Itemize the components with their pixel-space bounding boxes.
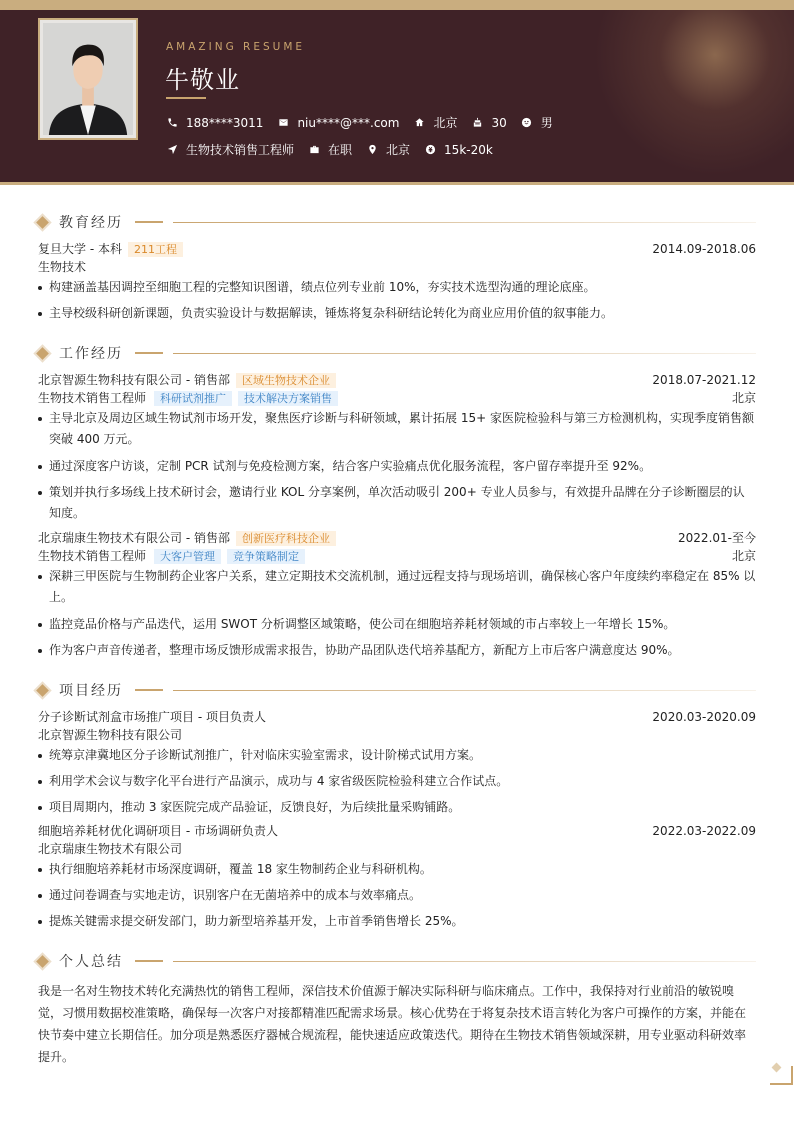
role-tag: 竞争策略制定 [227, 549, 305, 564]
job-bullet: 通过深度客户访谈，定制 PCR 试剂与免疫检测方案，结合客户实验痛点优化服务流程，客户留存率提升至 92%。 [38, 456, 756, 477]
job-bullet: 监控竞品价格与产品迭代，运用 SWOT 分析调整区域策略，使公司在细胞培养耗材领域的市占率较上一年增长 15%。 [38, 614, 756, 635]
summary-section-title [36, 951, 756, 971]
corner-ornament [770, 1063, 794, 1087]
home-icon [413, 117, 425, 129]
school-tag: 211工程 [128, 242, 183, 257]
project-name: 分子诊断试剂盒市场推广项目 - 项目负责人 [38, 710, 266, 724]
location-info [366, 141, 410, 158]
job-role-row [38, 390, 756, 406]
education-bullet: 主导校级科研创新课题，负责实验设计与数据解读，锤炼将复杂科研结论转化为商业应用价值的叙事能力。 [38, 303, 756, 324]
home-text: 北京 [433, 116, 458, 130]
project-header [38, 709, 756, 725]
gender-icon [521, 117, 533, 129]
project-bullet: 统筹京津冀地区分子诊断试剂推广，针对临床实验室需求，设计阶梯式试用方案。 [38, 745, 756, 766]
diamond-icon [36, 347, 49, 360]
email-info [277, 116, 399, 130]
corner-line [791, 1066, 793, 1085]
job-intent-row [166, 141, 507, 158]
job-target-text: 生物技术销售工程师 [186, 143, 295, 157]
project-bullet: 项目周期内，推动 3 家医院完成产品验证，反馈良好，为后续批量采购铺路。 [38, 797, 756, 818]
education-major-row [38, 259, 756, 275]
role-tag: 技术解决方案销售 [238, 391, 338, 406]
job-role: 生物技术销售工程师 [38, 549, 147, 563]
section-heading: 个人总结 [59, 954, 123, 970]
gender-text: 男 [540, 116, 553, 130]
name-underline [166, 97, 206, 99]
section-heading: 项目经历 [59, 683, 123, 699]
job-bullet: 策划并执行多场线上技术研讨会，邀请行业 KOL 分享案例，单次活动吸引 200+ 专业人员参与，有效提升品牌在分子诊断圈层的认知度。 [38, 482, 756, 524]
heading-rule-long [173, 690, 756, 691]
mail-icon [277, 117, 289, 129]
resume-header [0, 10, 794, 185]
diamond-icon [36, 216, 49, 229]
gender-info [521, 114, 553, 131]
education-section-title [36, 212, 756, 232]
age-icon [471, 117, 483, 129]
company-tag: 区域生物技术企业 [236, 373, 336, 388]
phone-text: 188****3011 [186, 115, 264, 130]
heading-rule-long [173, 961, 756, 962]
project-name: 细胞培养耗材优化调研项目 - 市场调研负责人 [38, 824, 278, 838]
job-company: 北京智源生物科技有限公司 - 销售部 [38, 373, 230, 387]
section-heading: 工作经历 [59, 346, 123, 362]
project-org-row [38, 727, 756, 743]
heading-rule-long [173, 353, 756, 354]
job-city: 北京 [731, 391, 756, 405]
resume-kicker: AMAZING RESUME [166, 41, 306, 53]
job-role: 生物技术销售工程师 [38, 391, 147, 405]
phone-info [166, 116, 263, 130]
project-org-row [38, 841, 756, 857]
send-icon [166, 144, 178, 156]
corner-diamond-icon [772, 1063, 782, 1073]
company-tag: 创新医疗科技企业 [236, 531, 336, 546]
heading-rule-short [135, 221, 163, 223]
project-date: 2020.03-2020.09 [652, 710, 756, 724]
home-info [413, 114, 457, 131]
job-date: 2022.01-至今 [678, 531, 756, 545]
project-org: 北京智源生物科技有限公司 [38, 728, 183, 742]
work-section-title [36, 343, 756, 363]
heading-rule-short [135, 689, 163, 691]
project-bullet: 通过问卷调查与实地走访，识别客户在无菌培养中的成本与效率痛点。 [38, 885, 756, 906]
job-bullet: 作为客户声音传递者，整理市场反馈形成需求报告，协助产品团队迭代培养基配方，新配方上市后客户满意度达 90%。 [38, 640, 756, 661]
candidate-name: 牛敬业 [165, 66, 240, 94]
location-icon [366, 144, 378, 156]
role-tag: 科研试剂推广 [154, 391, 232, 406]
corner-line [770, 1083, 792, 1085]
role-tag: 大客户管理 [154, 549, 221, 564]
salary-info [424, 143, 493, 157]
school-degree: 复旦大学 - 本科 [38, 242, 122, 256]
section-heading: 教育经历 [59, 215, 123, 231]
heading-rule-long [173, 222, 756, 223]
status-text: 在职 [328, 143, 353, 157]
profile-photo [43, 23, 133, 135]
contact-row [166, 114, 567, 131]
job-role-row [38, 548, 756, 564]
job-city: 北京 [731, 549, 756, 563]
age-info [471, 116, 506, 130]
email-text: niu****@***.com [297, 115, 400, 130]
project-bullet: 提炼关键需求提交研发部门，助力新型培养基开发，上市首季销售增长 25%。 [38, 911, 756, 932]
education-bullet: 构建涵盖基因调控至细胞工程的完整知识图谱，绩点位列专业前 10%，夯实技术选型沟通的理论底座。 [38, 277, 756, 298]
diamond-icon [36, 955, 49, 968]
education-entry-header [38, 241, 756, 257]
education-date: 2014.09-2018.06 [652, 242, 756, 256]
project-header [38, 823, 756, 839]
location-text: 北京 [386, 143, 411, 157]
project-bullet: 利用学术会议与数字化平台进行产品演示，成功与 4 家省级医院检验科建立合作试点。 [38, 771, 756, 792]
phone-icon [166, 117, 178, 129]
job-date: 2018.07-2021.12 [652, 373, 756, 387]
project-org: 北京瑞康生物技术有限公司 [38, 842, 183, 856]
job-bullet: 深耕三甲医院与生物制药企业客户关系，建立定期技术交流机制，通过远程支持与现场培训，确保核心客户年度续约率稳定在 85% 以上。 [38, 566, 756, 608]
heading-rule-short [135, 352, 163, 354]
summary-text: 我是一名对生物技术转化充满热忱的销售工程师，深信技术价值源于解决实际科研与临床痛点。工作中，我保持对行业前沿的敏锐嗅觉，习惯用数据校准策略，确保每一次客户对接都精准匹配需求场景。核心优势在于将复杂技术语言转化为客户可操作的方案，并能在快节奏中建立长期信任。加分项是熟悉医疗器械合规流程，能快速适应政策迭代。期待在生物技术销售领域深耕，用专业驱动科研效率提升。 [38, 984, 747, 1064]
job-target-info [166, 141, 294, 158]
project-bullet: 执行细胞培养耗材市场深度调研，覆盖 18 家生物制药企业与科研机构。 [38, 859, 756, 880]
age-text: 30 [491, 115, 507, 130]
profile-photo-frame [38, 18, 138, 140]
top-accent-bar [0, 0, 794, 10]
salary-icon [424, 144, 436, 156]
heading-rule-short [135, 960, 163, 962]
education-major: 生物技术 [38, 260, 87, 274]
salary-text: 15k-20k [444, 142, 493, 157]
projects-section-title [36, 680, 756, 700]
project-date: 2022.03-2022.09 [652, 824, 756, 838]
diamond-icon [36, 684, 49, 697]
status-info [308, 141, 352, 158]
job-header [38, 372, 756, 388]
job-bullet: 主导北京及周边区域生物试剂市场开发，聚焦医疗诊断与科研领域，累计拓展 15+ 家医院检验科与第三方检测机构，实现季度销售额突破 400 万元。 [38, 408, 756, 450]
job-header [38, 530, 756, 546]
job-company: 北京瑞康生物技术有限公司 - 销售部 [38, 531, 230, 545]
briefcase-icon [308, 144, 320, 156]
